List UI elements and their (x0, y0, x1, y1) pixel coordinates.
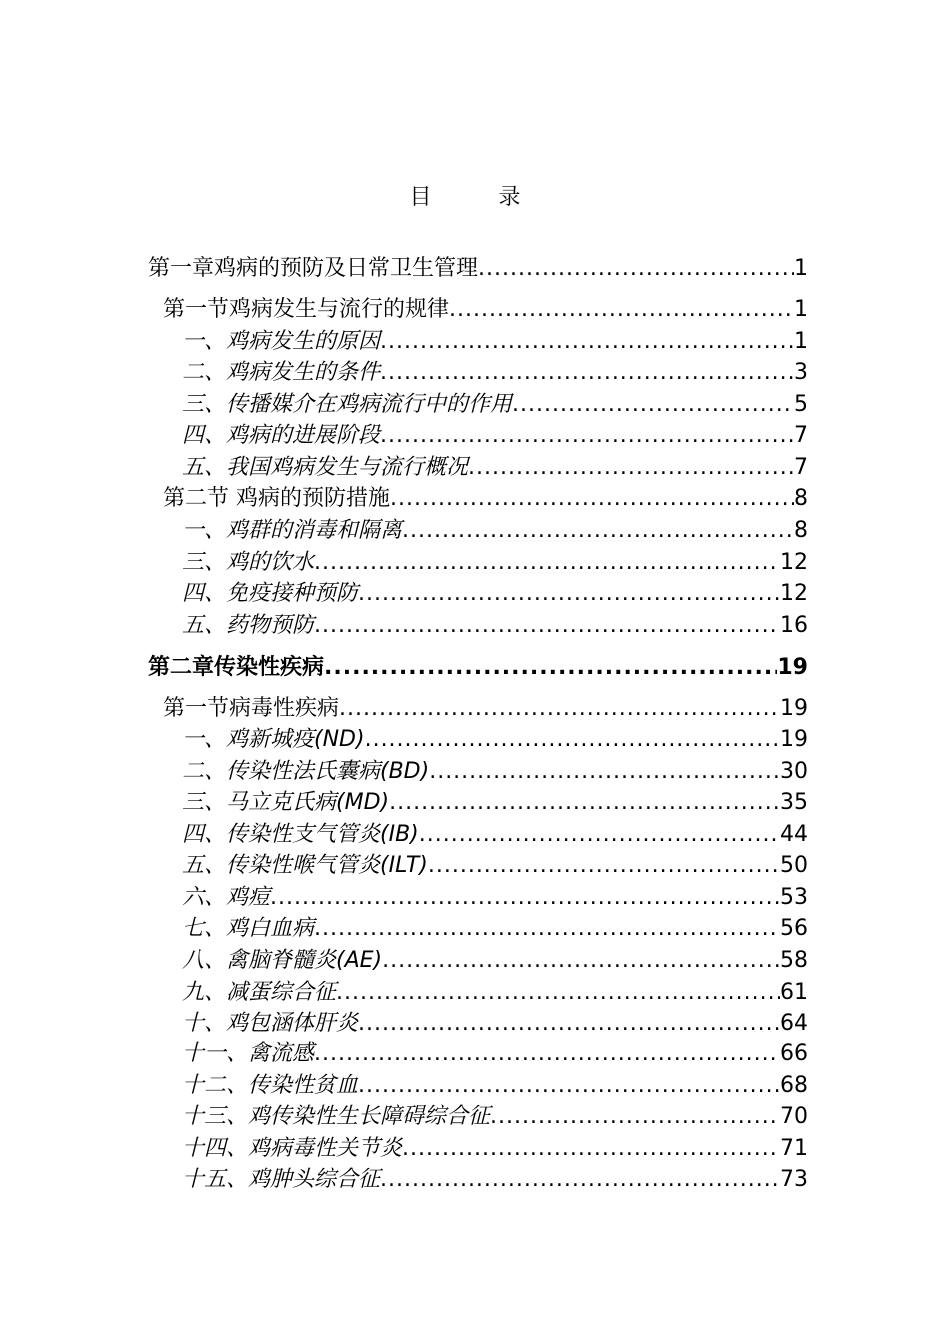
toc-entry-item[interactable] (182, 1102, 808, 1132)
dot-leader (336, 978, 780, 1008)
toc-entry-section[interactable] (163, 694, 808, 724)
dot-leader (382, 946, 780, 976)
toc-page-number: 19 (780, 727, 808, 752)
toc-entry-item[interactable] (182, 946, 808, 976)
toc-entry-label: 九、减蛋综合征 (182, 980, 337, 1005)
toc-entry-item[interactable] (182, 914, 808, 944)
toc-entry-label: 一、鸡新城疫(ND) (182, 727, 365, 752)
toc-entry-item[interactable] (182, 725, 808, 755)
toc-entry-item[interactable] (182, 757, 808, 787)
toc-entry-chapter[interactable] (148, 652, 808, 682)
toc-entry-item[interactable] (182, 516, 808, 546)
toc-page-number: 64 (780, 1011, 808, 1036)
dot-leader (478, 254, 794, 284)
toc-page-number: 35 (780, 790, 808, 815)
dot-leader (380, 421, 794, 451)
dot-leader (324, 653, 777, 683)
toc-entry-item[interactable] (182, 1039, 808, 1069)
toc-entry-item[interactable] (182, 327, 808, 357)
dot-leader (490, 1102, 780, 1132)
toc-entry-label: 一、鸡病发生的原因 (182, 329, 381, 354)
toc-entry-label: 二、鸡病发生的条件 (182, 360, 381, 385)
toc-entry-label: 十二、传染性贫血 (182, 1073, 359, 1098)
toc-entry-item[interactable] (182, 358, 808, 388)
toc-entry-item[interactable] (182, 611, 808, 641)
toc-page-number: 70 (780, 1104, 808, 1129)
dot-leader (402, 516, 794, 546)
dot-leader (339, 694, 780, 724)
toc-entry-label: 三、鸡的饮水 (182, 550, 315, 575)
toc-entry-item[interactable] (182, 453, 808, 483)
toc-entry-label: 第一章鸡病的预防及日常卫生管理 (148, 256, 479, 281)
toc-entry-item[interactable] (182, 548, 808, 578)
dot-leader (449, 295, 794, 325)
toc-page-number: 44 (780, 822, 808, 847)
toc-entry-label: 五、传染性喉气管炎(ILT) (182, 853, 428, 878)
toc-page-number: 12 (780, 581, 808, 606)
toc-entry-label: 十四、鸡病毒性关节炎 (182, 1136, 403, 1161)
toc-entry-label: 八、禽脑脊髓炎(AE) (182, 948, 383, 973)
toc-entry-label: 三、马立克氏病(MD) (182, 790, 390, 815)
toc-entry-item[interactable] (182, 1134, 808, 1164)
toc-entry-label: 十一、禽流感 (182, 1041, 315, 1066)
toc-page-number: 53 (780, 885, 808, 910)
toc-title: 目 录 (409, 185, 551, 210)
toc-entry-label: 四、鸡病的进展阶段 (182, 423, 381, 448)
toc-entry-label: 四、免疫接种预防 (182, 581, 359, 606)
toc-page-number: 3 (794, 360, 808, 385)
toc-entry-label: 七、鸡白血病 (182, 916, 315, 941)
toc-entry-section[interactable] (163, 295, 808, 325)
toc-page-number: 12 (780, 550, 808, 575)
toc-page-number: 16 (780, 613, 808, 638)
toc-page-number: 19 (777, 655, 808, 680)
toc-entry-label: 第一节鸡病发生与流行的规律 (163, 297, 450, 322)
dot-leader (365, 725, 780, 755)
dot-leader (270, 883, 780, 913)
dot-leader (512, 390, 794, 420)
dot-leader (428, 851, 780, 881)
toc-entry-item[interactable] (182, 1165, 808, 1195)
dot-leader (358, 1071, 780, 1101)
toc-page-number: 1 (794, 297, 808, 322)
toc-entry-label: 第二章传染性疾病 (148, 654, 325, 680)
dot-leader (389, 788, 780, 818)
toc-entry-item[interactable] (182, 390, 808, 420)
toc-entry-label: 十三、鸡传染性生长障碍综合征 (182, 1104, 491, 1129)
toc-page-number: 7 (794, 455, 808, 480)
toc-entry-label: 三、传播媒介在鸡病流行中的作用 (182, 392, 513, 417)
dot-leader (429, 757, 780, 787)
toc-entry-item[interactable] (182, 421, 808, 451)
toc-entry-item[interactable] (182, 978, 808, 1008)
toc-page-number: 56 (780, 916, 808, 941)
dot-leader (380, 327, 794, 357)
toc-page-number: 1 (794, 256, 808, 281)
toc-entry-label: 五、我国鸡病发生与流行概况 (182, 455, 469, 480)
dot-leader (468, 453, 794, 483)
dot-leader (380, 358, 794, 388)
toc-page-number: 5 (794, 392, 808, 417)
toc-entry-label: 十、鸡包涵体肝炎 (182, 1011, 359, 1036)
toc-entry-label: 一、鸡群的消毒和隔离 (182, 518, 403, 543)
toc-entry-item[interactable] (182, 788, 808, 818)
toc-entry-label: 四、传染性支气管炎(IB) (182, 822, 419, 847)
toc-page-number: 7 (794, 423, 808, 448)
toc-page-number: 61 (780, 980, 808, 1005)
toc-entry-label: 十五、鸡肿头综合征 (182, 1167, 381, 1192)
toc-entry-label: 六、鸡痘 (182, 885, 271, 910)
toc-page-number: 8 (794, 518, 808, 543)
toc-page-number: 71 (780, 1136, 808, 1161)
dot-leader (358, 579, 780, 609)
toc-page-number: 50 (780, 853, 808, 878)
dot-leader (390, 484, 794, 514)
dot-leader (314, 914, 780, 944)
toc-entry-item[interactable] (182, 851, 808, 881)
toc-page-number: 19 (780, 696, 808, 721)
toc-page-number: 58 (780, 948, 808, 973)
dot-leader (314, 548, 780, 578)
dot-leader (358, 1009, 780, 1039)
toc-entry-label: 第一节病毒性疾病 (163, 696, 340, 721)
dot-leader (314, 1039, 780, 1069)
toc-entry-label: 第二节 鸡病的预防措施 (163, 486, 390, 511)
toc-entry-item[interactable] (182, 820, 808, 850)
toc-entry-item[interactable] (182, 1071, 808, 1101)
toc-page-number: 73 (780, 1167, 808, 1192)
toc-entry-label: 二、传染性法氏囊病(BD) (182, 759, 430, 784)
dot-leader (419, 820, 780, 850)
toc-entry-item[interactable] (182, 579, 808, 609)
dot-leader (402, 1134, 780, 1164)
toc-entry-item[interactable] (182, 883, 808, 913)
dot-leader (380, 1165, 780, 1195)
toc-page-number: 1 (794, 329, 808, 354)
dot-leader (314, 611, 780, 641)
toc-entry-chapter[interactable] (148, 254, 808, 284)
toc-entry-section[interactable] (163, 484, 808, 514)
toc-page-number: 8 (794, 486, 808, 511)
toc-entry-label: 五、药物预防 (182, 613, 315, 638)
toc-entry-item[interactable] (182, 1009, 808, 1039)
toc-page-number: 30 (780, 759, 808, 784)
toc-page-number: 66 (780, 1041, 808, 1066)
toc-page-number: 68 (780, 1073, 808, 1098)
